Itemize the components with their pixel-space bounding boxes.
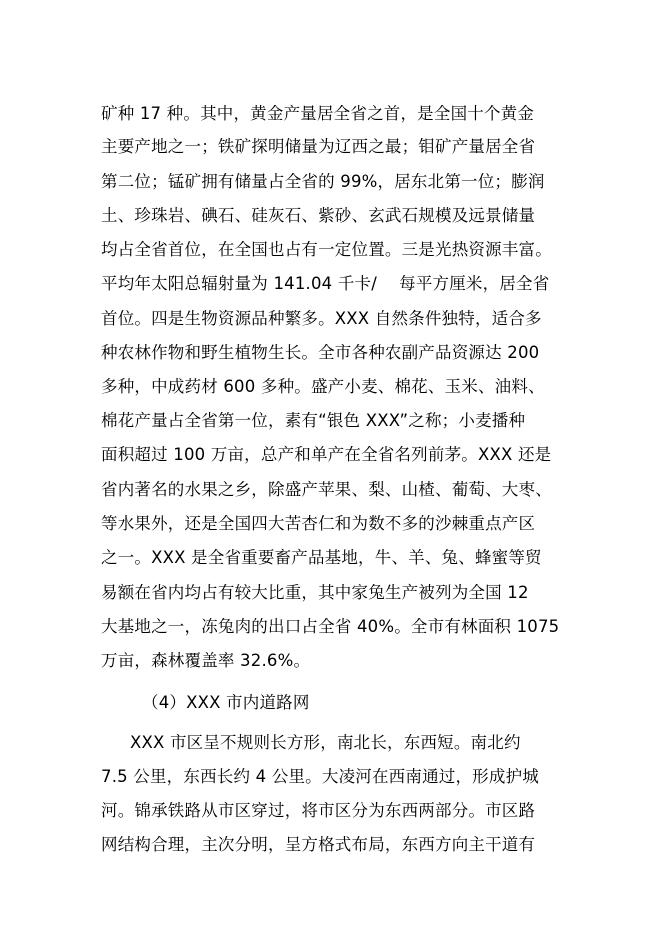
text-line-16: 大基地之一，冻兔肉的出口占全省 40%。全市有林面积 1075	[101, 617, 560, 636]
text-line-15: 易额在省内均占有较大比重，其中家兔生产被列为全国 12	[101, 583, 529, 602]
text-line-13: 等水果外，还是全国四大苦杏仁和为数不多的沙棘重点产区	[101, 514, 536, 533]
section-heading: （4）XXX 市内道路网	[142, 693, 310, 712]
paragraph-line-1: XXX 市区呈不规则长方形，南北长，东西短。南北约	[130, 733, 521, 752]
paragraph-line-3: 河。锦承铁路从市区穿过，将市区分为东西两部分。市区路	[101, 801, 536, 820]
text-line-9: 多种，中成药材 600 多种。盛产小麦、棉花、玉米、油料、	[101, 377, 545, 396]
text-line-2: 主要产地之一；铁矿探明储量为辽西之最；钼矿产量居全省	[101, 137, 536, 156]
text-line-11: 面积超过 100 万亩，总产和单产在全省名列前茅。XXX 还是	[101, 445, 552, 464]
text-line-3: 第二位；锰矿拥有储量占全省的 99%，居东北第一位；膨润	[101, 172, 545, 191]
text-line-14: 之一。XXX 是全省重要畜产品基地，牛、羊、兔、蜂蜜等贸	[101, 548, 542, 567]
paragraph-line-2: 7.5 公里，东西长约 4 公里。大凌河在西南通过，形成护城	[101, 767, 539, 786]
text-line-6: 平均年太阳总辐射量为 141.04 千卡/ 每平方厘米，居全省	[101, 274, 550, 293]
text-line-7: 首位。四是生物资源品种繁多。XXX 自然条件独特，适合多	[101, 309, 542, 328]
text-line-10: 棉花产量占全省第一位，素有“银色 XXX”之称；小麦播种	[101, 411, 526, 430]
text-line-12: 省内著名的水果之乡，除盛产苹果、梨、山楂、葡萄、大枣、	[101, 480, 552, 499]
text-line-5: 均占全省首位，在全国也占有一定位置。三是光热资源丰富。	[101, 240, 552, 259]
text-line-4: 土、珍珠岩、碘石、硅灰石、紫砂、玄武石规模及远景储量	[101, 206, 536, 225]
text-line-17: 万亩，森林覆盖率 32.6%。	[101, 651, 311, 670]
text-line-8: 种农林作物和野生植物生长。全市各种农副产品资源达 200	[101, 343, 540, 362]
text-line-1: 矿种 17 种。其中，黄金产量居全省之首，是全国十个黄金	[101, 104, 535, 123]
paragraph-line-4: 网结构合理，主次分明，呈方格式布局，东西方向主干道有	[101, 835, 536, 854]
